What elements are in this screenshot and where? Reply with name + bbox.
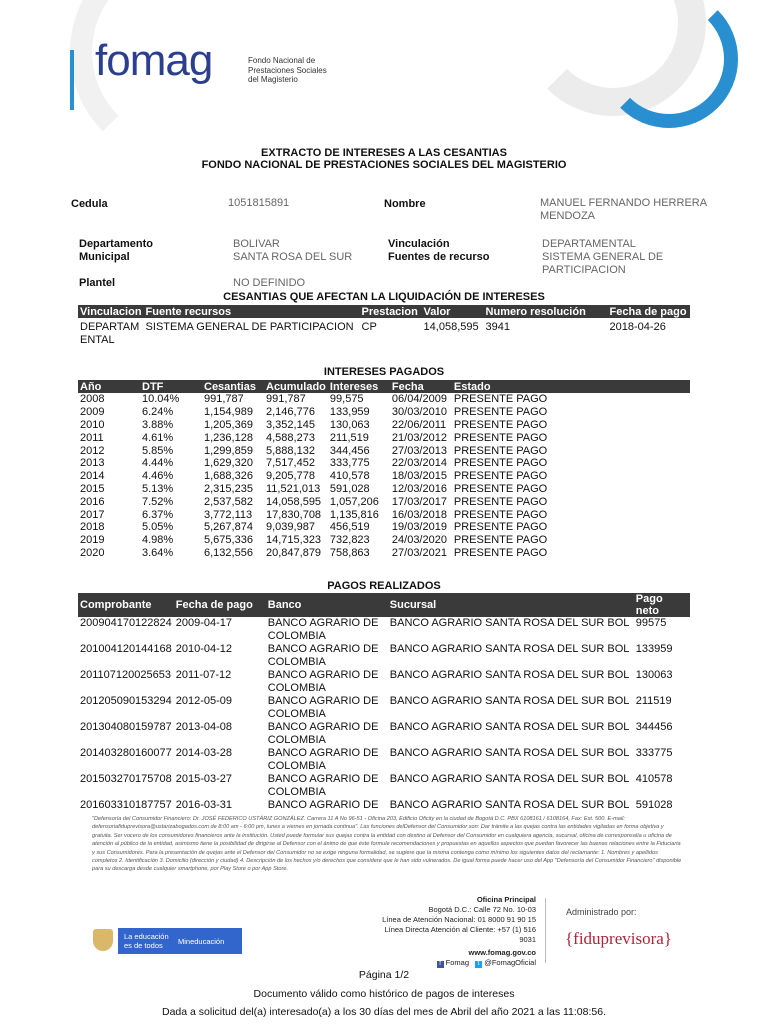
cell: 410578 xyxy=(635,773,673,785)
cell: PRESENTE PAGO xyxy=(453,521,548,534)
cell: 5,267,874 xyxy=(204,521,253,534)
cell: PRESENTE PAGO xyxy=(453,406,548,419)
cell: BANCO AGRARIO DE xyxy=(267,799,379,811)
col-header: Valor xyxy=(423,305,451,318)
cell: 4.61% xyxy=(142,431,174,444)
cell: 30/03/2010 xyxy=(391,406,447,419)
table-row xyxy=(78,495,690,508)
cell: 2020 xyxy=(80,546,105,559)
cell: 7,517,452 xyxy=(266,457,315,470)
cell: BANCO AGRARIO SANTA ROSA DEL SUR BOL xyxy=(389,695,630,707)
cell: PRESENTE PAGO xyxy=(453,470,548,483)
cell: 2009 xyxy=(80,406,105,419)
cell: 3,352,145 xyxy=(266,418,315,431)
table-row xyxy=(78,419,690,432)
cell: BANCO AGRARIO DE COLOMBIA xyxy=(267,773,379,798)
col-header: Fecha xyxy=(391,380,424,393)
plantel-label: Plantel xyxy=(79,277,116,289)
facebook-icon: f xyxy=(437,961,444,968)
cell: 1,629,320 xyxy=(204,457,253,470)
cell: BANCO AGRARIO SANTA ROSA DEL SUR BOL xyxy=(389,773,630,785)
cell: 2015 xyxy=(80,482,105,495)
cell: PRESENTE PAGO xyxy=(453,393,548,406)
cell: 18/03/2015 xyxy=(391,470,447,483)
cell: 5.13% xyxy=(142,482,174,495)
cell: 2016 xyxy=(80,495,105,508)
col-header: Comprobante xyxy=(80,599,152,611)
col-header: Sucursal xyxy=(389,599,437,611)
table-row xyxy=(78,773,690,799)
cell: 2018 xyxy=(80,521,105,534)
cell: BANCO AGRARIO DE COLOMBIA xyxy=(267,643,379,668)
cell: 2019 xyxy=(80,534,105,547)
cell: 9,039,987 xyxy=(266,521,315,534)
cell: 1,205,369 xyxy=(204,418,253,431)
cell: 410,578 xyxy=(329,470,370,483)
vinculacion-label: Vinculación Fuentes de recurso xyxy=(388,238,490,263)
cell: 211,519 xyxy=(329,431,369,444)
cell: 130,063 xyxy=(329,418,370,431)
nombre-value: MANUEL FERNANDO HERRERA MENDOZA xyxy=(540,197,708,222)
twitter-icon: t xyxy=(475,961,482,968)
cell: 200904170122824 xyxy=(80,617,172,629)
intereses-header-row xyxy=(78,380,690,393)
cell: 1,236,128 xyxy=(204,431,253,444)
cell: 2013-04-08 xyxy=(175,721,233,733)
cell: 2,315,235 xyxy=(204,482,253,495)
cell: BANCO AGRARIO DE COLOMBIA xyxy=(267,617,379,642)
cell: PRESENTE PAGO xyxy=(453,482,548,495)
cell: BANCO AGRARIO DE COLOMBIA xyxy=(267,747,379,772)
social-links xyxy=(370,958,536,968)
cell: BANCO AGRARIO SANTA ROSA DEL SUR BOL xyxy=(389,799,630,811)
cell: 17,830,708 xyxy=(266,508,322,521)
cell: 333775 xyxy=(635,747,673,759)
cell: 211519 xyxy=(635,695,672,707)
cell: 4.98% xyxy=(142,534,174,547)
cell: 14,058,595 xyxy=(266,495,322,508)
intereses-body xyxy=(78,393,690,559)
cell: 19/03/2019 xyxy=(391,521,447,534)
office-block: Oficina Principal Bogotá D.C.: Calle 72 No. 10-03 Línea de Atención Nacional: 01 8000 91 90 15 Línea Directa Atención al Cliente: +57 (1) 516 9031 www.fomag.gov.co f Fomag t @FomagOficial xyxy=(370,895,536,968)
table-row xyxy=(78,393,690,406)
cell: 3941 xyxy=(485,321,511,333)
decorative-arc-right-blue xyxy=(600,0,738,128)
cell: 133,959 xyxy=(329,406,370,419)
pagos-title: PAGOS REALIZADOS xyxy=(327,580,441,592)
cell: SISTEMA GENERAL DE PARTICIPACION xyxy=(145,321,354,333)
request-text: Dada a solicitud del(a) interesado(a) a los 30 días del mes de Abril del año 2021 a las 11:08:56. xyxy=(162,1006,606,1018)
cell: BANCO AGRARIO SANTA ROSA DEL SUR BOL xyxy=(389,721,630,733)
cell: PRESENTE PAGO xyxy=(453,546,548,559)
cell: BANCO AGRARIO SANTA ROSA DEL SUR BOL xyxy=(389,643,630,655)
cell: 06/04/2009 xyxy=(391,393,447,406)
col-header: Cesantias xyxy=(204,380,256,393)
cell: 20,847,879 xyxy=(266,546,322,559)
cell: 201304080159787 xyxy=(80,721,172,733)
cell: 2012 xyxy=(80,444,105,457)
cell: 4,588,273 xyxy=(266,431,315,444)
mineducacion-logo: Mineducación xyxy=(178,937,225,946)
cedula-value: 1051815891 xyxy=(228,197,290,209)
col-header: Estado xyxy=(453,380,491,393)
cell: 14,715,323 xyxy=(266,534,322,547)
cesantias-row xyxy=(78,318,690,346)
cesantias-header-row xyxy=(78,305,690,318)
cell: PRESENTE PAGO xyxy=(453,431,548,444)
cell: 201004120144168 xyxy=(80,643,172,655)
cell: PRESENTE PAGO xyxy=(453,534,548,547)
table-row xyxy=(78,747,690,773)
cell: 2017 xyxy=(80,508,105,521)
col-header: Fecha de pago xyxy=(175,599,253,611)
document-title: EXTRACTO DE INTERESES A LAS CESANTIAS FONDO NACIONAL DE PRESTACIONES SOCIALES DEL MAGISTERIO xyxy=(201,147,567,171)
administrado-label: Administrado por: xyxy=(566,907,637,917)
intereses-table xyxy=(78,380,690,559)
cell: BANCO AGRARIO DE COLOMBIA xyxy=(267,695,379,720)
cell: 3,772,113 xyxy=(204,508,253,521)
cell: 2010 xyxy=(80,418,105,431)
table-row xyxy=(78,521,690,534)
departamento-label: Departamento Municipal xyxy=(79,238,153,263)
cell: 2009-04-17 xyxy=(175,617,233,629)
cell: 5.05% xyxy=(142,521,174,534)
cell: 27/03/2013 xyxy=(391,444,447,457)
cell: 22/03/2014 xyxy=(391,457,447,470)
table-row xyxy=(78,721,690,747)
cell: 2013 xyxy=(80,457,105,470)
cell: 991,787 xyxy=(266,393,306,406)
cell: 456,519 xyxy=(329,521,370,534)
table-row xyxy=(78,470,690,483)
defensoria-text: "Defensoría del Consumidor Financiero: Dr. JOSÉ FEDERICO USTÁRIZ GONZÁLEZ. Carrera 11 A No 96-51 - Oficina 203, Edificio Oficity en la ciudad de Bogotá D.C. PBX 6108161 / 6108164, Fax: Ext. 500. E-mail: defensoriafiduprevisora@ustarizabogados.com de 8:00 am - 6:00 pm, lunes a viernes en jornada continua". Las funciones delDefensor del Consumidor son: Dar trámite a las quejas contra las entidades vigiladas en forma objetiva y gratuita. Ser vocero de los consumidores financieros ante la institución. Usted puede formular sus quejas contra la entidad con destino al Defensor del Consumidor en cualquiera agencia, sucursal, oficina de corresponsalía u oficina de atención al público de la entidad, asimismo tiene la posibilidad de dirigirse al Defensor con el ánimo de que éste formule recomendaciones y propuestas en aquellos aspectos que puedan favorecer las buenas relaciones entre la Fiduciaria y sus Consumidores. Para la presentación de quejas ante el Defensor del Consumidor no se exige ninguna formalidad, se sugiere que la misma contenga como mínimo los siguientes datos del reclamante: 1. Nombres y apellidos completos 2. Identificación 3. Domicilio (dirección y ciudad) 4. Descripción de los hechos y/o derechos que considere que le han sido vulnerados. De igual forma puede hacer uso del App "Defensoría del Consumidor Financiero" disponible para su descarga desde cualquier smartphone, por Play Store o por App Store. xyxy=(92,816,682,873)
table-row xyxy=(78,547,690,560)
cell: 991,787 xyxy=(204,393,244,406)
cell: 201603310187757 xyxy=(80,799,172,811)
twitter-link[interactable]: @FomagOficial xyxy=(484,958,536,967)
table-row xyxy=(78,508,690,521)
gov-slogan: La educación es de todos xyxy=(124,932,169,950)
cell: DEPARTAM ENTAL xyxy=(80,321,140,346)
col-header: DTF xyxy=(142,380,164,393)
cell: 10.04% xyxy=(142,393,180,406)
table-row xyxy=(78,406,690,419)
plantel-value: NO DEFINIDO xyxy=(233,277,306,289)
cell: 1,135,816 xyxy=(329,508,379,521)
cell: 22/06/2011 xyxy=(391,418,447,431)
cell: 2016-03-31 xyxy=(175,799,233,811)
cell: 130063 xyxy=(635,669,673,681)
cell: 2,537,582 xyxy=(204,495,253,508)
cell: 732,823 xyxy=(329,534,370,547)
cell: 14,058,595 xyxy=(423,321,479,333)
cell: BANCO AGRARIO SANTA ROSA DEL SUR BOL xyxy=(389,669,630,681)
col-header: Banco xyxy=(267,599,302,611)
table-row xyxy=(78,643,690,669)
cedula-label: Cedula xyxy=(71,198,108,210)
cell: 16/03/2018 xyxy=(391,508,447,521)
gov-slogan-box xyxy=(118,928,242,954)
cell: 6,132,556 xyxy=(204,546,253,559)
cell: 5.85% xyxy=(142,444,174,457)
col-header: Año xyxy=(80,380,102,393)
cell: 12/03/2016 xyxy=(391,482,447,495)
cell: 9,205,778 xyxy=(266,470,315,483)
cell: 99575 xyxy=(635,617,667,629)
col-header: Intereses xyxy=(329,380,379,393)
cell: BANCO AGRARIO SANTA ROSA DEL SUR BOL xyxy=(389,617,630,629)
cell: 1,057,206 xyxy=(329,495,379,508)
cell: 344456 xyxy=(635,721,673,733)
cell: 2,146,776 xyxy=(266,406,315,419)
cell: 344,456 xyxy=(329,444,370,457)
fund-name: Fondo Nacional de Prestaciones Sociales del Magisterio xyxy=(248,56,327,84)
decorative-bar-left xyxy=(70,50,74,110)
cell: 591028 xyxy=(635,799,673,811)
table-row xyxy=(78,457,690,470)
cell: 201403280160077 xyxy=(80,747,172,759)
cell: CP xyxy=(361,321,377,333)
pagos-body xyxy=(78,617,690,825)
facebook-link[interactable]: Fomag xyxy=(445,958,470,967)
cell: 6.24% xyxy=(142,406,174,419)
cell: 27/03/2021 xyxy=(391,546,447,559)
col-header: Vinculacion xyxy=(80,305,142,318)
cell: 333,775 xyxy=(329,457,370,470)
colombia-shield-icon xyxy=(93,929,113,951)
cell: 2011 xyxy=(80,431,104,444)
cell: PRESENTE PAGO xyxy=(453,508,548,521)
cell: PRESENTE PAGO xyxy=(453,418,548,431)
cell: 2015-03-27 xyxy=(175,773,233,785)
nombre-label: Nombre xyxy=(384,198,426,210)
cell: 1,154,989 xyxy=(204,406,253,419)
cell: 6.37% xyxy=(142,508,174,521)
cell: 2014-03-28 xyxy=(175,747,233,759)
cell: 1,688,326 xyxy=(204,470,253,483)
cell: 5,675,336 xyxy=(204,534,253,547)
cell: 4.44% xyxy=(142,457,174,470)
cell: 17/03/2017 xyxy=(391,495,447,508)
cell: 21/03/2012 xyxy=(391,431,447,444)
valid-text: Documento válido como histórico de pagos de intereses xyxy=(253,988,515,1000)
fiduprevisora-logo: {fiduprevisora} xyxy=(565,929,672,948)
cell: 4.46% xyxy=(142,470,174,483)
cell: 2011-07-12 xyxy=(175,669,232,681)
intereses-title: INTERESES PAGADOS xyxy=(323,366,445,378)
cell: BANCO AGRARIO DE COLOMBIA xyxy=(267,669,379,694)
cell: 3.64% xyxy=(142,546,174,559)
col-header: Pago neto xyxy=(635,593,663,617)
cell: 1,299,859 xyxy=(204,444,253,457)
col-header: Acumulado xyxy=(266,380,326,393)
fomag-logo: fomag xyxy=(95,36,213,85)
cell: 201503270175708 xyxy=(80,773,172,785)
cesantias-title: CESANTIAS QUE AFECTAN LA LIQUIDACIÓN DE INTERESES xyxy=(223,291,545,303)
departamento-value: BOLIVAR SANTA ROSA DEL SUR xyxy=(233,238,353,263)
cell: 2008 xyxy=(80,393,105,406)
cell: 3.88% xyxy=(142,418,174,431)
cell: PRESENTE PAGO xyxy=(453,495,548,508)
cell: 5,888,132 xyxy=(266,444,315,457)
pagos-table xyxy=(78,593,690,825)
table-row xyxy=(78,695,690,721)
col-header: Fuente recursos xyxy=(145,305,232,318)
footer-divider xyxy=(545,898,546,963)
cell: 2014 xyxy=(80,470,105,483)
table-row xyxy=(78,483,690,496)
cell: 2018-04-26 xyxy=(609,321,666,333)
cell: 2012-05-09 xyxy=(175,695,233,707)
cell: 2010-04-12 xyxy=(175,643,233,655)
cell: BANCO AGRARIO SANTA ROSA DEL SUR BOL xyxy=(389,747,630,759)
pagos-header-row xyxy=(78,593,690,617)
cell: 591,028 xyxy=(329,482,370,495)
table-row xyxy=(78,669,690,695)
table-row xyxy=(78,534,690,547)
cell: 201205090153294 xyxy=(80,695,172,707)
col-header: Prestacion xyxy=(361,305,418,318)
cell: 11,521,013 xyxy=(266,482,321,495)
page-number: Página 1/2 xyxy=(358,969,410,981)
cell: 24/03/2020 xyxy=(391,534,447,547)
cesantias-table xyxy=(78,305,690,346)
website-link[interactable]: www.fomag.gov.co xyxy=(468,948,536,957)
cell: PRESENTE PAGO xyxy=(453,444,548,457)
table-row xyxy=(78,617,690,643)
col-header: Fecha de pago xyxy=(609,305,687,318)
cell: 201107120025653 xyxy=(80,669,171,681)
cell: 758,863 xyxy=(329,546,370,559)
cell: PRESENTE PAGO xyxy=(453,457,548,470)
cell: BANCO AGRARIO DE COLOMBIA xyxy=(267,721,379,746)
cell: 133959 xyxy=(635,643,673,655)
table-row xyxy=(78,431,690,444)
cell: 7.52% xyxy=(142,495,174,508)
table-row xyxy=(78,444,690,457)
col-header: Numero resolución xyxy=(485,305,586,318)
cell: 99,575 xyxy=(329,393,364,406)
vinculacion-value: DEPARTAMENTAL SISTEMA GENERAL DE PARTICIPACION xyxy=(542,238,664,276)
